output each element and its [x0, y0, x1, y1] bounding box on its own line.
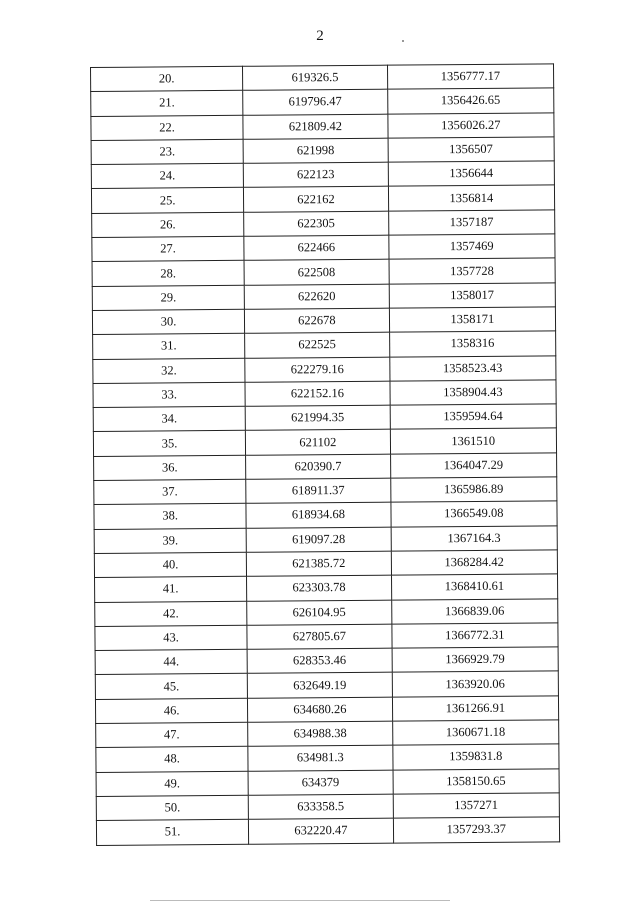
x-coordinate-cell: 634988.38: [248, 721, 393, 746]
y-coordinate-cell: 1356426.65: [387, 88, 554, 114]
y-coordinate-cell: 1358316: [389, 331, 556, 357]
x-coordinate-cell: 622620: [244, 284, 389, 309]
point-number-cell: 35.: [93, 431, 245, 456]
x-coordinate-cell: 620390.7: [246, 454, 391, 479]
x-coordinate-cell: 621102: [246, 430, 391, 455]
table-row: [96, 817, 559, 845]
table-row: [92, 234, 555, 262]
x-coordinate-cell: 623303.78: [247, 575, 392, 600]
point-number-cell: 49.: [96, 771, 248, 796]
x-coordinate-cell: 621385.72: [246, 551, 391, 576]
table-row: [96, 768, 559, 796]
point-number-cell: 32.: [93, 358, 245, 383]
point-number-cell: 44.: [95, 649, 247, 674]
y-coordinate-cell: 1356777.17: [387, 64, 554, 90]
x-coordinate-cell: 628353.46: [247, 648, 392, 673]
point-number-cell: 22.: [91, 115, 243, 140]
point-number-cell: 48.: [96, 747, 248, 772]
y-coordinate-cell: 1368284.42: [391, 550, 558, 576]
point-number-cell: 47.: [96, 722, 248, 747]
table-row: [96, 720, 559, 748]
y-coordinate-cell: 1365986.89: [390, 477, 557, 503]
y-coordinate-cell: 1357728: [389, 258, 556, 284]
point-number-cell: 41.: [95, 577, 247, 602]
table-row: [95, 623, 558, 651]
scan-edge-line: [150, 900, 450, 901]
table-row: [92, 283, 555, 311]
point-number-cell: 24.: [91, 163, 243, 188]
y-coordinate-cell: 1366772.31: [392, 623, 559, 649]
x-coordinate-cell: 619326.5: [243, 65, 388, 90]
y-coordinate-cell: 1358523.43: [389, 355, 556, 381]
page-number: 2: [316, 28, 324, 44]
y-coordinate-cell: 1361510: [390, 428, 557, 454]
y-coordinate-cell: 1357271: [393, 793, 560, 819]
point-number-cell: 23.: [91, 139, 243, 164]
x-coordinate-cell: 619796.47: [243, 89, 388, 114]
x-coordinate-cell: 622678: [245, 308, 390, 333]
table-row: [95, 671, 558, 699]
table-row: [91, 185, 554, 213]
y-coordinate-cell: 1363920.06: [392, 671, 559, 697]
y-coordinate-cell: 1360671.18: [392, 720, 559, 746]
table-row: [94, 525, 557, 553]
point-number-cell: 36.: [94, 455, 246, 480]
x-coordinate-cell: 632649.19: [247, 673, 392, 698]
point-number-cell: 25.: [91, 188, 243, 213]
table-row: [91, 137, 554, 165]
point-number-cell: 34.: [93, 406, 245, 431]
y-coordinate-cell: 1367164.3: [391, 525, 558, 551]
table-row: [92, 210, 555, 238]
x-coordinate-cell: 622305: [244, 211, 389, 236]
y-coordinate-cell: 1356507: [388, 137, 555, 163]
table-row: [94, 501, 557, 529]
x-coordinate-cell: 618934.68: [246, 502, 391, 527]
y-coordinate-cell: 1357187: [388, 210, 555, 236]
point-number-cell: 21.: [91, 91, 243, 116]
table-row: [93, 428, 556, 456]
x-coordinate-cell: 621809.42: [243, 114, 388, 139]
x-coordinate-cell: 622123: [243, 162, 388, 187]
point-number-cell: 28.: [92, 261, 244, 286]
table-row: [91, 64, 554, 92]
point-number-cell: 27.: [92, 236, 244, 261]
y-coordinate-cell: 1368410.61: [391, 574, 558, 600]
x-coordinate-cell: 622162: [244, 187, 389, 212]
table-row: [93, 404, 556, 432]
table-row: [93, 380, 556, 408]
x-coordinate-cell: 622466: [244, 235, 389, 260]
point-number-cell: 45.: [95, 674, 247, 699]
point-number-cell: 31.: [93, 334, 245, 359]
point-number-cell: 42.: [95, 601, 247, 626]
table-row: [92, 307, 555, 335]
y-coordinate-cell: 1357293.37: [393, 817, 560, 843]
x-coordinate-cell: 622152.16: [245, 381, 390, 406]
point-number-cell: 38.: [94, 504, 246, 529]
table-row: [95, 598, 558, 626]
y-coordinate-cell: 1358904.43: [390, 380, 557, 406]
y-coordinate-cell: 1358017: [389, 283, 556, 309]
table-row: [92, 258, 555, 286]
point-number-cell: 50.: [96, 795, 248, 820]
coordinates-table-body: [91, 64, 560, 845]
x-coordinate-cell: 619097.28: [246, 527, 391, 552]
point-number-cell: 33.: [93, 382, 245, 407]
point-number-cell: 43.: [95, 625, 247, 650]
x-coordinate-cell: 632220.47: [249, 818, 394, 843]
table-row: [95, 696, 558, 724]
y-coordinate-cell: 1356026.27: [388, 112, 555, 138]
point-number-cell: 30.: [92, 309, 244, 334]
point-number-cell: 37.: [94, 479, 246, 504]
point-number-cell: 29.: [92, 285, 244, 310]
point-number-cell: 20.: [91, 66, 243, 91]
table-row: [93, 355, 556, 383]
y-coordinate-cell: 1366839.06: [391, 598, 558, 624]
x-coordinate-cell: 634379: [248, 770, 393, 795]
y-coordinate-cell: 1357469: [388, 234, 555, 260]
y-coordinate-cell: 1359831.8: [392, 744, 559, 770]
x-coordinate-cell: 627805.67: [247, 624, 392, 649]
point-number-cell: 39.: [94, 528, 246, 553]
point-number-cell: 51.: [96, 819, 248, 844]
scan-speck: [402, 40, 404, 42]
coordinates-table: [90, 63, 560, 845]
table-row: [91, 88, 554, 116]
y-coordinate-cell: 1358171: [389, 307, 556, 333]
y-coordinate-cell: 1356644: [388, 161, 555, 187]
table-row: [95, 647, 558, 675]
x-coordinate-cell: 622279.16: [245, 357, 390, 382]
x-coordinate-cell: 633358.5: [248, 794, 393, 819]
y-coordinate-cell: 1359594.64: [390, 404, 557, 430]
x-coordinate-cell: 622525: [245, 332, 390, 357]
x-coordinate-cell: 634680.26: [248, 697, 393, 722]
table-row: [94, 453, 557, 481]
point-number-cell: 40.: [94, 552, 246, 577]
point-number-cell: 46.: [95, 698, 247, 723]
table-row: [94, 477, 557, 505]
x-coordinate-cell: 626104.95: [247, 600, 392, 625]
y-coordinate-cell: 1358150.65: [393, 768, 560, 794]
y-coordinate-cell: 1366929.79: [392, 647, 559, 673]
table-row: [96, 744, 559, 772]
table-row: [93, 331, 556, 359]
y-coordinate-cell: 1366549.08: [391, 501, 558, 527]
y-coordinate-cell: 1364047.29: [390, 453, 557, 479]
table-row: [91, 161, 554, 189]
y-coordinate-cell: 1361266.91: [392, 696, 559, 722]
point-number-cell: 26.: [92, 212, 244, 237]
x-coordinate-cell: 621994.35: [245, 405, 390, 430]
x-coordinate-cell: 634981.3: [248, 745, 393, 770]
y-coordinate-cell: 1356814: [388, 185, 555, 211]
table-row: [94, 550, 557, 578]
table-row: [91, 112, 554, 140]
x-coordinate-cell: 621998: [243, 138, 388, 163]
table-row: [95, 574, 558, 602]
x-coordinate-cell: 618911.37: [246, 478, 391, 503]
table-row: [96, 793, 559, 821]
x-coordinate-cell: 622508: [244, 260, 389, 285]
